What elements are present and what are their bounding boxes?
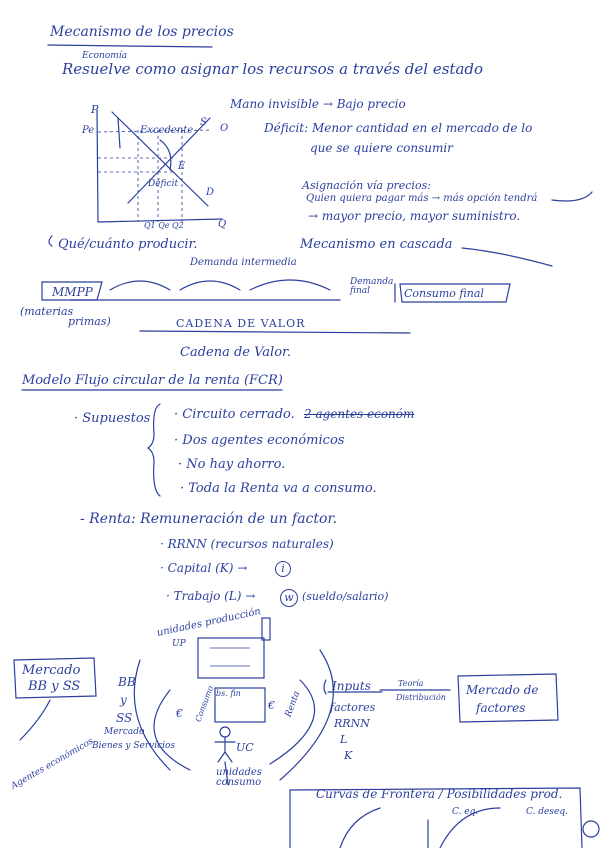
demanda-final-label: Demanda final bbox=[350, 277, 394, 296]
graph-p-label: P bbox=[91, 103, 99, 116]
graph-q-label: Q bbox=[218, 219, 227, 230]
factor-list-l: L bbox=[340, 733, 348, 746]
factores-label: factores bbox=[330, 701, 376, 714]
interest-circle: i bbox=[275, 561, 291, 577]
page-title: Mecanismo de los precios bbox=[50, 24, 234, 40]
deficit-line-2: que se quiere consumir bbox=[310, 141, 453, 155]
modelo-flujo-heading: Modelo Flujo circular de la renta (FCR) bbox=[22, 373, 283, 388]
graph-o-label: O bbox=[220, 123, 229, 134]
cascada-line: Mecanismo en cascada bbox=[300, 237, 453, 252]
supuesto-4: · Toda la Renta va a consumo. bbox=[180, 481, 377, 496]
graph-s-label: S bbox=[200, 117, 207, 128]
graph-q-labels: Q1 Qe Q2 bbox=[144, 221, 184, 230]
asignacion-line-3: → mayor precio, mayor suministro. bbox=[308, 209, 521, 223]
wage-circle: w bbox=[280, 589, 298, 607]
primas-label: primas) bbox=[68, 315, 111, 328]
supuestos-label: · Supuestos bbox=[74, 411, 151, 426]
mercado-factores-2: factores bbox=[476, 701, 526, 715]
consumo-flow-label: Consumo bbox=[193, 684, 216, 724]
inputs-label: Inputs bbox=[332, 679, 371, 693]
consumo-final-label: Consumo final bbox=[404, 287, 484, 300]
y-label: y bbox=[120, 693, 127, 707]
bb-label: BB bbox=[118, 675, 136, 689]
factor-list-rrnn: RRNN bbox=[334, 717, 370, 730]
economia-note: Economía bbox=[82, 51, 128, 61]
uc-label: UC bbox=[236, 741, 254, 754]
graph-excedente-label: Excedente bbox=[140, 125, 194, 136]
renta-definition: - Renta: Remuneración de un factor. bbox=[80, 511, 338, 527]
asignacion-line-2: Quien quiera pagar más → más opción tendrá bbox=[306, 193, 538, 204]
factor-capital: · Capital (K) → bbox=[160, 561, 248, 575]
graph-deficit-label: Déficit bbox=[148, 179, 179, 189]
factor-rrnn: · RRNN (recursos naturales) bbox=[160, 537, 334, 551]
materias-label: (materias bbox=[20, 305, 74, 318]
mercado-bbss-box-1: Mercado bbox=[22, 663, 81, 678]
supuesto-1: · Circuito cerrado. bbox=[174, 407, 295, 422]
factor-trabajo: · Trabajo (L) → bbox=[166, 589, 256, 603]
mercado-factores-1: Mercado de bbox=[466, 683, 539, 697]
mercado-bienes-label: Mercado bbox=[104, 727, 145, 737]
supuesto-1-struck: 2 agentes económ bbox=[304, 407, 415, 421]
unidades-consumo-label: unidades consumo bbox=[216, 767, 262, 788]
agentes-label: Agentes económicos bbox=[9, 736, 96, 792]
graph-pe-label: Pe bbox=[82, 125, 95, 136]
mano-invisible-line: Mano invisible → Bajo precio bbox=[230, 97, 406, 111]
c-deseq-label: C. deseq. bbox=[526, 807, 568, 817]
bienes-servicios-label: Bienes y Servicios bbox=[92, 741, 176, 751]
c-eq-label: C. eq. bbox=[452, 807, 479, 817]
factor-list-k: K bbox=[344, 749, 353, 762]
unidades-produccion-label: unidades producción bbox=[155, 606, 262, 639]
euro-mark-left: € bbox=[176, 707, 183, 720]
renta-flow-label: Renta bbox=[283, 689, 303, 719]
asignacion-line-1: Asignación vía precios: bbox=[302, 179, 431, 192]
supuesto-3: · No hay ahorro. bbox=[178, 457, 286, 472]
supuesto-2: · Dos agentes económicos bbox=[174, 433, 345, 448]
up-label: UP bbox=[172, 639, 186, 649]
mmpp-label: MMPP bbox=[52, 285, 93, 299]
curvas-frontera-line: Curvas de Frontera / Posibilidades prod. bbox=[316, 787, 563, 801]
teoria-label: Teoría bbox=[398, 679, 424, 688]
cadena-valor-caps: CADENA DE VALOR bbox=[176, 317, 306, 330]
graph-d-label: D bbox=[206, 187, 215, 198]
que-cuanto-line: Qué/cuánto producir. bbox=[58, 237, 198, 252]
bs-fin-label: bs. fin bbox=[216, 689, 241, 698]
graph-e-label: E bbox=[178, 161, 186, 172]
resuelve-line: Resuelve como asignar los recursos a través del estado bbox=[62, 60, 484, 78]
euro-mark-right: € bbox=[268, 699, 275, 712]
mercado-bbss-box-2: BB y SS bbox=[28, 679, 81, 694]
deficit-line-1: Déficit: Menor cantidad en el mercado de lo bbox=[264, 121, 533, 135]
cadena-valor-line: Cadena de Valor. bbox=[180, 345, 291, 360]
title-underline bbox=[48, 45, 212, 47]
sueldo-label: (sueldo/salario) bbox=[302, 590, 389, 603]
demanda-intermedia-label: Demanda intermedia bbox=[190, 257, 297, 268]
ss-label: SS bbox=[116, 711, 133, 725]
distribucion-label: Distribución bbox=[396, 693, 446, 702]
